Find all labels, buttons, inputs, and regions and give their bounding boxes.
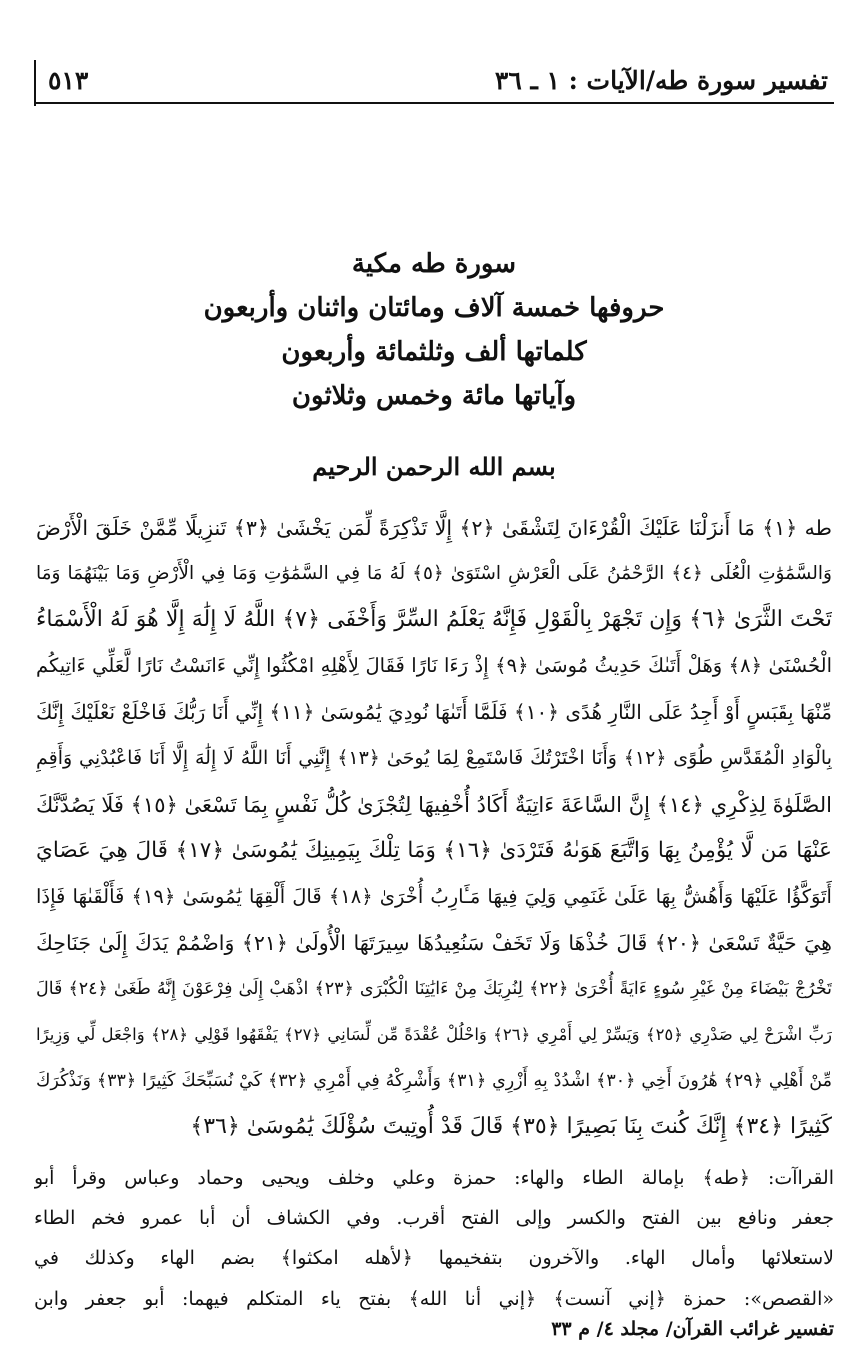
surah-verses-count: وآياتها مائة وخمس وثلاثون (291, 381, 577, 411)
quran-line: تَحْتَ الثَّرَىٰ ﴿٦﴾ وَإِن تَجْهَرْ بِالْقَوْلِ فَإِنَّهُ يَعْلَمُ السِّرَّ وَأَخْفَى ﴿٧﴾ اللَّهُ لَا إِلَٰهَ إِلَّا هُوَ لَهُ الْأَسْمَاءُ (36, 607, 832, 633)
quran-line: الْحُسْنَىٰ ﴿٨﴾ وَهَلْ أَتَىٰكَ حَدِيثُ مُوسَىٰ ﴿٩﴾ إِذْ رَءَا نَارًا فَقَالَ لِأَهْلِهِ امْكُثُوا إِنِّي ءَانَسْتُ نَارًا لَّعَلِّي ءَاتِيكُم (36, 654, 832, 678)
quran-line: رَبِّ اشْرَحْ لِي صَدْرِي ﴿٢٥﴾ وَيَسِّرْ لِي أَمْرِي ﴿٢٦﴾ وَاحْلُلْ عُقْدَةً مِّن لِّسَانِي ﴿٢٧﴾ يَفْقَهُوا قَوْلِي ﴿٢٨﴾ وَاجْعَل لِّي وَزِيرًا (36, 1025, 832, 1045)
quran-line: مِّنْ أَهْلِي ﴿٢٩﴾ هَٰرُونَ أَخِي ﴿٣٠﴾ اشْدُدْ بِهِ أَزْرِي ﴿٣١﴾ وَأَشْرِكْهُ فِي أَمْرِي ﴿٣٢﴾ كَيْ نُسَبِّحَكَ كَثِيرًا ﴿٣٣﴾ وَنَذْكُرَكَ (36, 1071, 832, 1092)
page-number: ٥١٣ (48, 66, 89, 95)
basmala: بسم الله الرحمن الرحيم (312, 452, 556, 481)
quran-line: عَنْهَا مَن لَّا يُؤْمِنُ بِهَا وَاتَّبَعَ هَوَىٰهُ فَتَرْدَىٰ ﴿١٦﴾ وَمَا تِلْكَ بِيَمِينِكَ يَٰمُوسَىٰ ﴿١٧﴾ قَالَ هِيَ عَصَايَ (36, 837, 832, 863)
commentary-block (34, 1158, 834, 1319)
page-footer: تفسير غرائب القرآن/ مجلد ٤/ م ٣٣ (551, 1318, 834, 1340)
surah-letters-count: حروفها خمسة آلاف ومائتان واثنان وأربعون (203, 293, 665, 323)
header-rule (34, 102, 834, 104)
quran-line: هِيَ حَيَّةٌ تَسْعَىٰ ﴿٢٠﴾ قَالَ خُذْهَا وَلَا تَخَفْ سَنُعِيدُهَا سِيرَتَهَا الْأُولَىٰ ﴿٢١﴾ وَاضْمُمْ يَدَكَ إِلَىٰ جَنَاحِكَ (36, 930, 832, 955)
surah-words-count: كلماتها ألف وثلثمائة وأربعون (281, 337, 587, 367)
quran-line: بِالْوَادِ الْمُقَدَّسِ طُوًى ﴿١٢﴾ وَأَنَا اخْتَرْتُكَ فَاسْتَمِعْ لِمَا يُوحَىٰ ﴿١٣﴾ إِنَّنِي أَنَا اللَّهُ لَا إِلَٰهَ إِلَّا أَنَا فَاعْبُدْنِي وَأَقِمِ (36, 747, 832, 770)
header-margin-bar (34, 60, 36, 106)
quran-line: أَتَوَكَّؤُا عَلَيْهَا وَأَهُشُّ بِهَا عَلَىٰ غَنَمِي وَلِيَ فِيهَا مَـَٔارِبُ أُخْرَىٰ ﴿١٨﴾ قَالَ أَلْقِهَا يَٰمُوسَىٰ ﴿١٩﴾ فَأَلْقَىٰهَا فَإِذَا (36, 884, 832, 908)
commentary-line: القراآت: ﴿طه﴾ بإمالة الطاء والهاء: حمزة وعلي وخلف ويحيى وحماد وعباس وقرأ أبو (34, 1167, 834, 1189)
quran-line: طه ﴿١﴾ مَا أَنزَلْنَا عَلَيْكَ الْقُرْءَانَ لِتَشْقَىٰ ﴿٢﴾ إِلَّا تَذْكِرَةً لِّمَن يَخْشَىٰ ﴿٣﴾ تَنزِيلًا مِّمَّنْ خَلَقَ الْأَرْضَ (36, 516, 832, 540)
surah-heading (60, 242, 808, 418)
quran-line: وَالسَّمَٰوَٰتِ الْعُلَى ﴿٤﴾ الرَّحْمَٰنُ عَلَى الْعَرْشِ اسْتَوَىٰ ﴿٥﴾ لَهُ مَا فِي السَّمَٰوَٰتِ وَمَا فِي الْأَرْضِ وَمَا بَيْنَهُمَا وَمَا (36, 563, 832, 585)
running-title: تفسير سورة طه/الآيات : ١ ـ ٣٦ (494, 66, 828, 95)
quran-line-last: كَثِيرًا ﴿٣٤﴾ إِنَّكَ كُنتَ بِنَا بَصِيرًا ﴿٣٥﴾ قَالَ قَدْ أُوتِيتَ سُؤْلَكَ يَٰمُوسَىٰ ﴿٣٦﴾ (190, 1114, 832, 1140)
page-header (34, 60, 834, 104)
surah-title: سورة طه مكية (351, 249, 517, 279)
commentary-line: لاستعلائها وأمال الهاء. والآخرون بتفخيمها ﴿لأهله امكثوا﴾ بضم الهاء وكذلك في (34, 1247, 834, 1270)
commentary-line: جعفر ونافع بين الفتح والكسر وإلى الفتح أقرب. وفي الكشاف أن أبا عمرو فخم الطاء (34, 1207, 834, 1230)
quran-line: الصَّلَوٰةَ لِذِكْرِي ﴿١٤﴾ إِنَّ السَّاعَةَ ءَاتِيَةٌ أَكَادُ أُخْفِيهَا لِتُجْزَىٰ كُلُّ نَفْسٍ بِمَا تَسْعَىٰ ﴿١٥﴾ فَلَا يَصُدَّنَّكَ (36, 792, 832, 817)
quran-text-block (36, 505, 832, 1150)
quran-line: تَخْرُجْ بَيْضَاءَ مِنْ غَيْرِ سُوءٍ ءَايَةً أُخْرَىٰ ﴿٢٢﴾ لِنُرِيَكَ مِنْ ءَايَٰتِنَا الْكُبْرَى ﴿٢٣﴾ اذْهَبْ إِلَىٰ فِرْعَوْنَ إِنَّهُ طَغَىٰ ﴿٢٤﴾ قَالَ (36, 978, 832, 999)
quran-line: مِّنْهَا بِقَبَسٍ أَوْ أَجِدُ عَلَى النَّارِ هُدًى ﴿١٠﴾ فَلَمَّا أَتَىٰهَا نُودِيَ يَٰمُوسَىٰ ﴿١١﴾ إِنِّي أَنَا رَبُّكَ فَاخْلَعْ نَعْلَيْكَ إِنَّكَ (36, 700, 832, 725)
commentary-line: «القصص»: حمزة ﴿إني آنست﴾ ﴿إني أنا الله﴾ بفتح ياء المتكلم فيهما: أبو جعفر وابن (34, 1287, 834, 1310)
